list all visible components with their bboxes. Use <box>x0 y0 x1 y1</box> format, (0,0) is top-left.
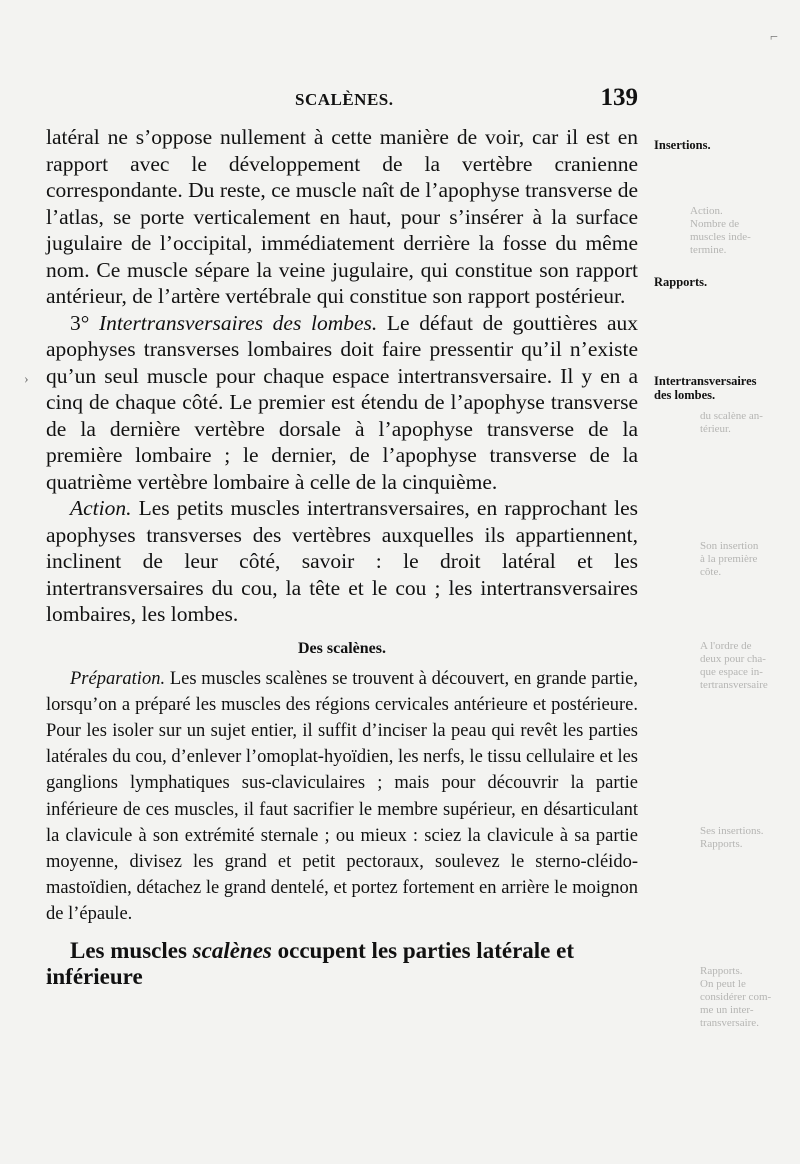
paragraph-title: Préparation. <box>70 668 166 689</box>
paragraph-text: Les muscles scalènes se trouvent à découvert, en grande partie, lorsqu’on a préparé les muscles des régions cervicales antérieure et postérieure. Pour les isoler sur un sujet entier, il suffit d’inciser la peau qui revêt les parties latérales du cou, d’enlever l’omoplat-hyoïdien, les nerfs, le tissu cellulaire et les ganglions lymphatiques sus-claviculaires ; mais pour découvrir la partie inférieure de ces muscles, il faut sacrifier le membre supérieur, en désarticulant la clavicule à son extrémité sternale ; ou mieux : sciez la clavicule à sa partie moyenne, divisez les grand et petit pectoraux, soulevez le sterno-cléido-mastoïdien, détachez le grand dentelé, et portez fortement en arrière le moignon de l’épaule. <box>46 668 638 925</box>
show-through-text: Rapports. On peut le considérer com- me un inter- transversaire. <box>700 965 772 1029</box>
enumeration: 3° <box>70 310 90 335</box>
page-header <box>60 84 642 118</box>
paragraph-title: Intertransversaires des lombes. <box>99 310 378 335</box>
show-through-text: Action. Nombre de muscles inde- termine. <box>690 205 751 256</box>
paragraph-preparation <box>46 666 638 928</box>
last-line-italic: scalènes <box>192 937 272 963</box>
page-number: 139 <box>600 84 638 111</box>
paragraph-text: Le défaut de gouttières aux apophyses transverses lombaires doit faire pressentir qu’il n’existe qu’un seul muscle pour chaque espace intertransversaire. Il y en a cinq de chaque côté. Le premier est étendu de l’apophyse transverse de la dernière vertèbre dorsale à l’apophyse transverse de la première lombaire ; le dernier, de l’apophyse transverse de la quatrième vertèbre lombaire à celle de la cinquième. <box>46 310 639 494</box>
paragraph-last-line <box>46 938 638 990</box>
show-through-text: du scalène an- térieur. <box>700 410 763 435</box>
margin-mark: ⌐ <box>770 30 778 45</box>
margin-note-rapports: Rapports. <box>654 275 708 289</box>
running-title: SCALÈNES. <box>295 90 394 109</box>
margin-note-insertions: Insertions. <box>654 138 711 152</box>
page-body <box>46 124 638 990</box>
show-through-text: Ses insertions. Rapports. <box>700 825 764 850</box>
last-line-start: Les muscles <box>70 937 193 963</box>
show-through-text: Son insertion à la première côte. <box>700 540 759 578</box>
paragraph-continuation: latéral ne s’oppose nullement à cette manière de voir, car il est en rapport avec le développement de la vertèbre cranienne correspondante. Du reste, ce muscle naît de l’apophyse transverse de l’atlas, se porte verticalement en haut, pour s’insérer à la surface jugulaire de l’occipital, immédiatement derrière la fosse du même nom. Ce muscle sépare la veine jugulaire, qui constitue son rapport antérieur, de l’artère vertébrale qui constitue son rapport postérieur. <box>46 125 638 308</box>
section-heading: Des scalènes. <box>298 639 386 657</box>
last-line-end: occupent les parties latérale et inférieure <box>46 937 574 989</box>
show-through-text: A l'ordre de deux pour cha- que espace in- tertransversaire <box>700 640 768 691</box>
paragraph-text: Les petits muscles intertransversaires, en rapprochant les apophyses transverses des vertèbres auxquelles ils appartiennent, inclinent de leur côté, savoir : le droit latéral et les intertransversaires du cou, la tête et le cou ; les intertransversaires lombaires, les lombes. <box>46 496 638 626</box>
margin-mark: › <box>24 372 29 387</box>
margin-note-intertransversaires: Intertransversaires des lombes. <box>654 374 757 402</box>
paragraph-title: Action. <box>70 496 132 520</box>
paragraph-intertransversaires <box>46 310 638 496</box>
paragraph-action <box>46 495 638 628</box>
